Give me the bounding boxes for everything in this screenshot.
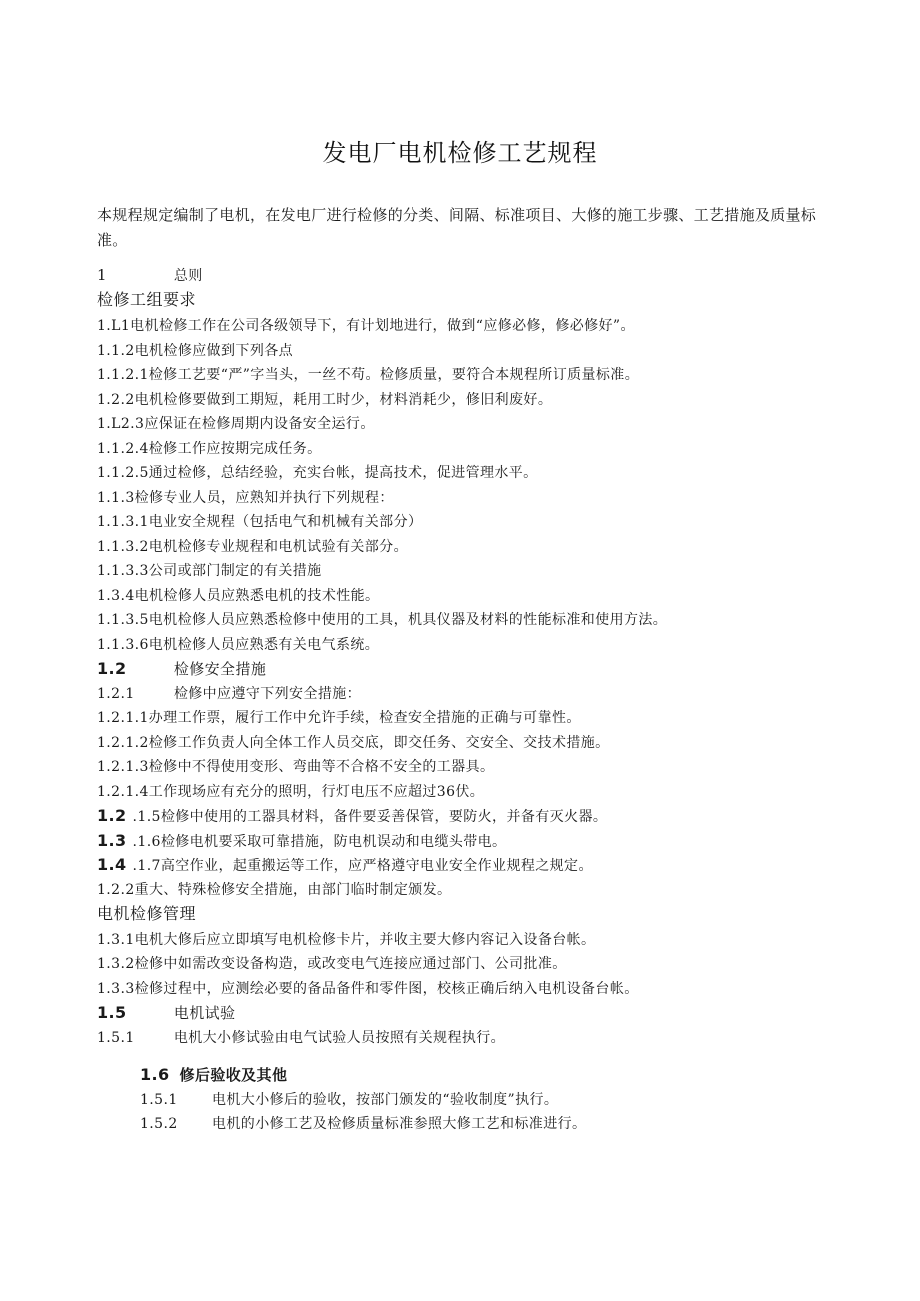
section-number: 1.5.1 xyxy=(97,1030,135,1046)
section-1-5-heading xyxy=(97,1003,235,1024)
list-item: 1.2.2重大、特殊检修安全措施，由部门临时制定颁发。 xyxy=(97,882,452,898)
item-text: .1.6检修电机要采取可靠措施，防电机误动和电缆头带电。 xyxy=(132,834,507,850)
list-item xyxy=(140,1114,586,1134)
list-item: 1.1.2.1检修工艺要“严”字当头，一丝不苟。检修质量，要符合本规程所订质量标准。 xyxy=(97,367,640,383)
list-item: 1.3.3检修过程中，应测绘必要的备品备件和零件图，校核正确后纳入电机设备台帐。 xyxy=(97,981,639,997)
list-item: 1.1.2电机检修应做到下列各点 xyxy=(97,343,294,359)
list-item: 1.L1电机检修工作在公司各级领导下，有计划地进行，做到“应修必修，修必修好”。 xyxy=(97,318,635,334)
item-text: .1.7高空作业，起重搬运等工作，应严格遵守电业安全作业规程之规定。 xyxy=(132,858,593,874)
section-1-2-heading xyxy=(97,659,266,680)
list-item: 1.2.1.4工作现场应有充分的照明，行灯电压不应超过36伏。 xyxy=(97,784,485,800)
section-number: 1.6 xyxy=(140,1065,170,1084)
list-item: 1.1.3.3公司或部门制定的有关措施 xyxy=(97,563,322,579)
section-number: 1.2 xyxy=(97,659,127,678)
list-item: 1.1.3.1电业安全规程（包括电气和机械有关部分） xyxy=(97,514,423,530)
section-number: 1.5 xyxy=(97,1003,127,1022)
list-item: 1.2.1.1办理工作票，履行工作中允许手续，检查安全措施的正确与可靠性。 xyxy=(97,710,581,726)
document-title: 发电厂电机检修工艺规程 xyxy=(322,139,598,167)
list-item: 1.3.4电机检修人员应熟悉电机的技术性能。 xyxy=(97,588,380,604)
list-item: 1.L2.3应保证在检修周期内设备安全运行。 xyxy=(97,416,375,432)
list-item: 1.1.2.4检修工作应按期完成任务。 xyxy=(97,441,322,457)
item-number: 1.3 xyxy=(97,831,127,850)
item-number: 1.5.1 xyxy=(140,1092,178,1108)
list-item xyxy=(140,1090,558,1110)
section-label: 检修中应遵守下列安全措施： xyxy=(173,686,362,702)
list-item: 1.1.3.6电机检修人员应熟悉有关电气系统。 xyxy=(97,637,380,653)
section-label: 检修安全措施 xyxy=(173,660,267,678)
management-heading: 电机检修管理 xyxy=(97,904,197,923)
section-label: 电机大小修试验由电气试验人员按照有关规程执行。 xyxy=(173,1030,506,1046)
list-item: 1.1.3.5电机检修人员应熟悉检修中使用的工具，机具仪器及材料的性能标准和使用方法。 xyxy=(97,612,668,628)
item-number: 1.4 xyxy=(97,855,127,874)
list-item: 1.1.3检修专业人员，应熟知并执行下列规程： xyxy=(97,490,394,506)
list-item xyxy=(97,831,506,852)
item-number: 1.2 xyxy=(97,806,127,825)
list-item xyxy=(97,806,607,827)
group-heading: 检修工组要求 xyxy=(97,290,197,309)
item-text: 电机大小修后的验收，按部门颁发的“验收制度”执行。 xyxy=(212,1092,559,1108)
section-1-5-1-line xyxy=(97,1028,505,1048)
list-item: 1.2.1.3检修中不得使用变形、弯曲等不合格不安全的工器具。 xyxy=(97,759,495,775)
list-item: 1.2.1.2检修工作负责人向全体工作人员交底，即交任务、交安全、交技术措施。 xyxy=(97,735,610,751)
list-item: 1.3.2检修中如需改变设备构造，或改变电气连接应通过部门、公司批准。 xyxy=(97,956,567,972)
section-1-6-heading xyxy=(140,1065,287,1085)
list-item xyxy=(97,855,593,876)
section-number: 1.2.1 xyxy=(97,686,135,702)
section-label: 总则 xyxy=(173,268,203,284)
section-1-2-1-heading xyxy=(97,684,361,704)
item-number: 1.5.2 xyxy=(140,1116,178,1132)
intro-paragraph: 本规程规定编制了电机，在发电厂进行检修的分类、间隔、标准项目、大修的施工步骤、工艺措施及质量标准。 xyxy=(97,206,817,249)
section-1-heading xyxy=(97,265,203,286)
list-item: 1.2.2电机检修要做到工期短，耗用工时少，材料消耗少，修旧利废好。 xyxy=(97,392,553,408)
list-item: 1.1.2.5通过检修，总结经验，充实台帐，提高技术，促进管理水平。 xyxy=(97,465,538,481)
item-text: .1.5检修中使用的工器具材料，备件要妥善保管，要防火，并备有灭火器。 xyxy=(132,809,608,825)
section-label: 修后验收及其他 xyxy=(179,1066,288,1084)
list-item: 1.3.1电机大修后应立即填写电机检修卡片，并收主要大修内容记入设备台帐。 xyxy=(97,932,596,948)
section-number: 1 xyxy=(97,266,107,284)
list-item: 1.1.3.2电机检修专业规程和电机试验有关部分。 xyxy=(97,539,408,555)
section-label: 电机试验 xyxy=(173,1004,236,1022)
item-text: 电机的小修工艺及检修质量标准参照大修工艺和标准进行。 xyxy=(212,1116,587,1132)
